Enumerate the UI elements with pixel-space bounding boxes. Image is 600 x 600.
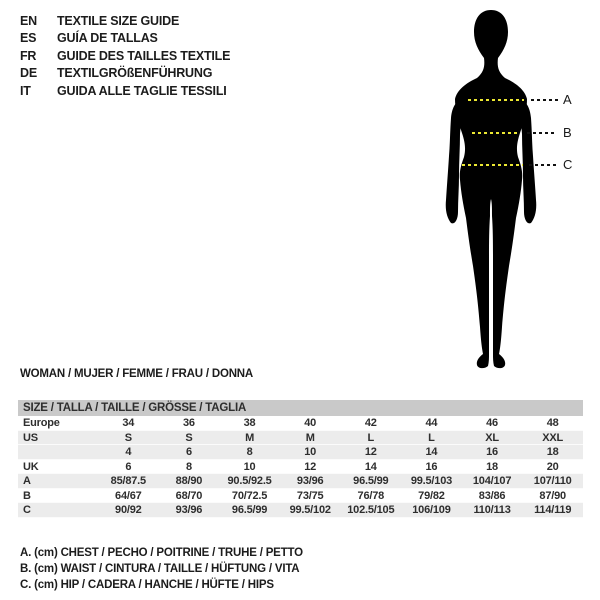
size-cell: 104/107	[472, 475, 512, 487]
size-cell: M	[305, 431, 315, 444]
size-cell: 48	[546, 417, 559, 429]
size-cell: 107/110	[533, 475, 572, 487]
language-code: IT	[20, 83, 31, 98]
table-row	[18, 474, 583, 489]
size-cell: 99.5/102	[289, 504, 331, 516]
language-code: EN	[20, 14, 37, 28]
size-cell: 90.5/92.5	[227, 475, 272, 487]
size-cell: 102.5/105	[347, 504, 395, 516]
table-row	[18, 416, 583, 431]
row-label: C	[23, 504, 31, 516]
size-table	[18, 400, 583, 518]
size-cell: 46	[486, 417, 498, 429]
size-cell: 88/90	[175, 475, 203, 487]
chest-measure-line	[468, 99, 524, 101]
size-cell: 99.5/103	[410, 475, 453, 487]
size-cell: 12	[364, 446, 377, 458]
language-title: GUIDE DES TAILLES TEXTILE	[57, 48, 231, 63]
size-cell: 6	[185, 446, 192, 458]
left-arm-silhouette	[446, 98, 463, 223]
table-row	[18, 503, 583, 518]
row-label	[18, 445, 98, 460]
size-cell: 14	[425, 446, 438, 458]
language-title: GUÍA DE TALLAS	[57, 31, 158, 46]
size-cell: 110/113	[473, 504, 511, 516]
size-cell: 8	[185, 460, 192, 473]
size-cell: 70/72.5	[231, 489, 268, 502]
size-cell: L	[428, 431, 435, 444]
legend-line: A. (cm) CHEST / PECHO / POITRINE / TRUHE / PETTO	[20, 547, 303, 559]
size-table-header: SIZE / TALLA / TAILLE / GRÖSSE / TAGLIA	[18, 400, 583, 416]
size-cell: 6	[125, 460, 132, 473]
size-cell: M	[245, 431, 255, 444]
size-cell: 38	[243, 417, 256, 429]
language-row	[20, 30, 230, 47]
size-cell: 90/92	[115, 504, 142, 516]
legend-line: C. (cm) HIP / CADERA / HANCHE / HÜFTE / HIPS	[20, 579, 274, 591]
language-row	[20, 13, 230, 30]
size-cell: 34	[122, 417, 135, 429]
language-row	[20, 48, 230, 65]
size-cell: 106/109	[412, 504, 451, 516]
right-arm-silhouette	[519, 98, 536, 223]
size-cell: 114/119	[534, 504, 572, 516]
row-label: UK	[23, 460, 39, 473]
language-title: GUIDA ALLE TAGLIE TESSILI	[57, 83, 227, 98]
hip-leader-line	[529, 164, 557, 166]
size-cell: 85/87.5	[110, 475, 146, 487]
size-cell: S	[124, 431, 132, 444]
language-code: DE	[20, 66, 37, 81]
row-label: B	[23, 489, 31, 502]
size-cell: 20	[546, 460, 559, 473]
measurement-legend	[20, 545, 303, 593]
size-cell: 18	[486, 460, 498, 473]
chest-leader-line	[531, 99, 558, 101]
size-cell: 10	[304, 446, 317, 458]
table-row	[18, 460, 583, 475]
language-code: ES	[20, 31, 37, 46]
language-row	[20, 65, 230, 82]
size-cell: 73/75	[296, 489, 324, 502]
row-label: US	[23, 431, 38, 444]
language-title: TEXTILE SIZE GUIDE	[57, 14, 180, 28]
size-cell: 87/90	[539, 489, 566, 502]
size-cell: 96.5/99	[231, 504, 268, 516]
body-silhouette	[455, 10, 527, 368]
table-row	[18, 445, 583, 460]
measure-label-a: A	[563, 92, 572, 107]
size-cell: 42	[364, 417, 377, 429]
measure-label-b: B	[563, 125, 572, 140]
size-cell: 93/96	[175, 504, 203, 516]
size-cell: 40	[304, 417, 317, 429]
size-cell: 8	[246, 446, 253, 458]
hip-measure-line	[462, 164, 523, 166]
size-cell: 76/78	[357, 489, 385, 502]
gender-section-title: WOMAN / MUJER / FEMME / FRAU / DONNA	[20, 368, 254, 380]
size-cell: 16	[486, 446, 498, 458]
language-row	[20, 83, 230, 100]
size-cell: 64/67	[115, 489, 142, 502]
table-row	[18, 489, 583, 504]
size-cell: 96.5/99	[353, 475, 389, 487]
size-cell: 4	[125, 446, 132, 458]
waist-measure-line	[472, 132, 519, 134]
language-code: FR	[20, 48, 37, 63]
legend-line: B. (cm) WAIST / CINTURA / TAILLE / HÜFTUNG / VITA	[20, 563, 300, 575]
language-list	[20, 13, 230, 100]
size-cell: 83/86	[478, 489, 506, 502]
measure-label-c: C	[563, 157, 573, 172]
size-cell: 10	[243, 460, 256, 473]
language-title: TEXTILGRÖßENFÜHRUNG	[57, 66, 213, 81]
size-cell: 12	[304, 460, 317, 473]
size-cell: 16	[425, 460, 438, 473]
size-cell: XL	[485, 431, 499, 444]
size-cell: S	[185, 431, 193, 444]
woman-silhouette-figure	[393, 2, 598, 374]
size-table-body	[18, 416, 583, 518]
size-cell: XXL	[542, 431, 564, 444]
size-cell: 18	[546, 446, 559, 458]
size-cell: L	[367, 431, 375, 444]
size-cell: 93/96	[296, 475, 324, 487]
size-cell: 68/70	[175, 489, 203, 502]
size-cell: 44	[425, 417, 438, 429]
size-cell: 36	[183, 417, 195, 429]
row-label: A	[23, 475, 31, 487]
table-row	[18, 431, 583, 446]
waist-leader-line	[527, 132, 556, 134]
row-label: Europe	[23, 417, 60, 429]
size-cell: 79/82	[418, 489, 445, 502]
size-cell: 14	[364, 460, 377, 473]
